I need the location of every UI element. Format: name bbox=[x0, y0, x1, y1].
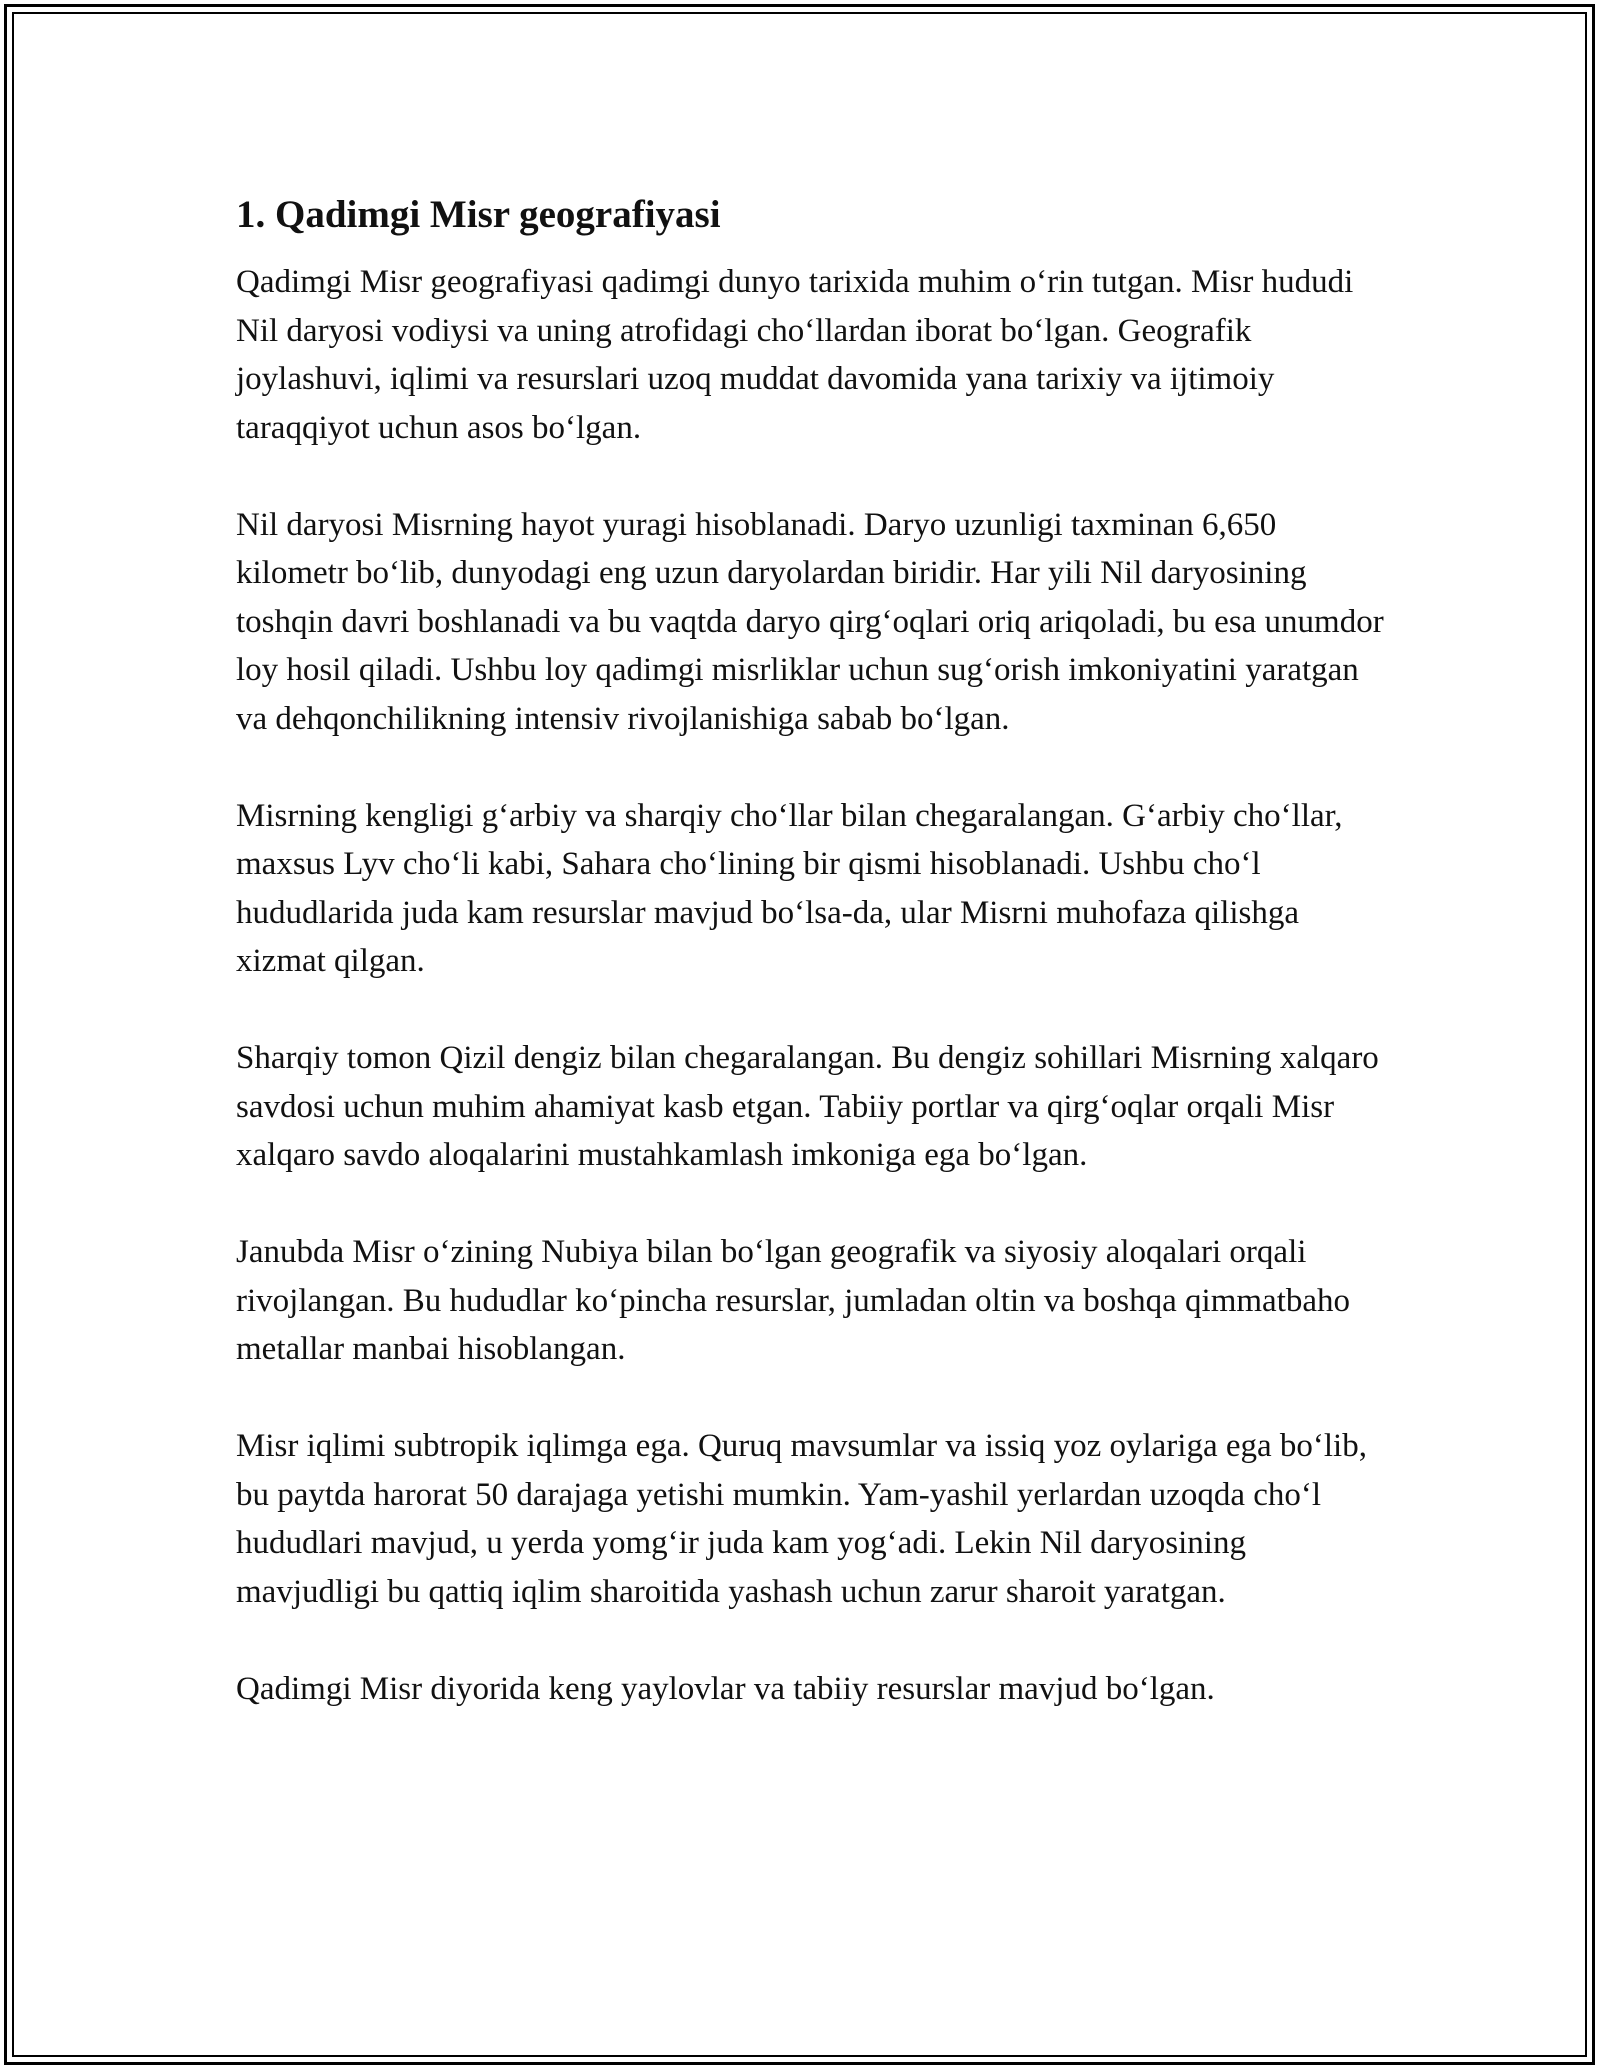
paragraph-climate: Misr iqlimi subtropik iqlimga ega. Quruq mavsumlar va issiq yoz oylariga ega boʻlib, bu paytda harorat 50 darajaga yetishi mumkin. Yam-yashil yerlardan uzoqda choʻl hududlari mavjud, u yerda yomgʻir juda kam yogʻadi. Lekin Nil daryosining mavjudligi bu qattiq iqlim sharoitida yashash uchun zarur sharoit yaratgan. bbox=[236, 1428, 1367, 1610]
paragraph-western-deserts: Misrning kengligi gʻarbiy va sharqiy choʻllar bilan chegaralangan. Gʻarbiy choʻllar, maxsus Lyv choʻli kabi, Sahara choʻlining bir qismi hisoblanadi. Ushbu choʻl hududlarida juda kam resurslar mavjud boʻlsa-da, ular Misrni muhofaza qilishga xizmat qilgan. bbox=[236, 797, 1343, 979]
paragraph-nile: Nil daryosi Misrning hayot yuragi hisoblanadi. Daryo uzunligi taxminan 6,650 kilometr boʻlib, dunyodagi eng uzun daryolardan biridir. Har yili Nil daryosining toshqin davri boshlanadi va bu vaqtda daryo qirgʻoqlari oriq ariqoladi, bu esa unumdor loy hosil qiladi. Ushbu loy qadimgi misrliklar uchun sugʻorish imkoniyatini yaratgan va dehqonchilikning intensiv rivojlanishiga sabab boʻlgan. bbox=[236, 506, 1384, 737]
paragraph-nubia: Janubda Misr oʻzining Nubiya bilan boʻlgan geografik va siyosiy aloqalari orqali rivojlangan. Bu hududlar koʻpincha resurslar, jumladan oltin va boshqa qimmatbaho metallar manbai hisoblangan. bbox=[236, 1234, 1351, 1367]
section-heading: 1. Qadimgi Misr geografiyasi bbox=[236, 193, 721, 236]
paragraph-intro: Qadimgi Misr geografiyasi qadimgi dunyo tarixida muhim oʻrin tutgan. Misr hududi Nil daryosi vodiysi va uning atrofidagi choʻllardan iborat boʻlgan. Geografik joylashuvi, iqlimi va resurslari uzoq muddat davomida yana tarixiy va ijtimoiy taraqqiyot uchun asos boʻlgan. bbox=[236, 264, 1354, 446]
paragraph-red-sea: Sharqiy tomon Qizil dengiz bilan chegaralangan. Bu dengiz sohillari Misrning xalqaro savdosi uchun muhim ahamiyat kasb etgan. Tabiiy portlar va qirgʻoqlar orqali Misr xalqaro savdo aloqalarini mustahkamlash imkoniga ega boʻlgan. bbox=[236, 1040, 1379, 1173]
document-body bbox=[236, 186, 1386, 1713]
paragraph-resources: Qadimgi Misr diyorida keng yaylovlar va tabiiy resurslar mavjud boʻlgan. bbox=[236, 1670, 1215, 1707]
